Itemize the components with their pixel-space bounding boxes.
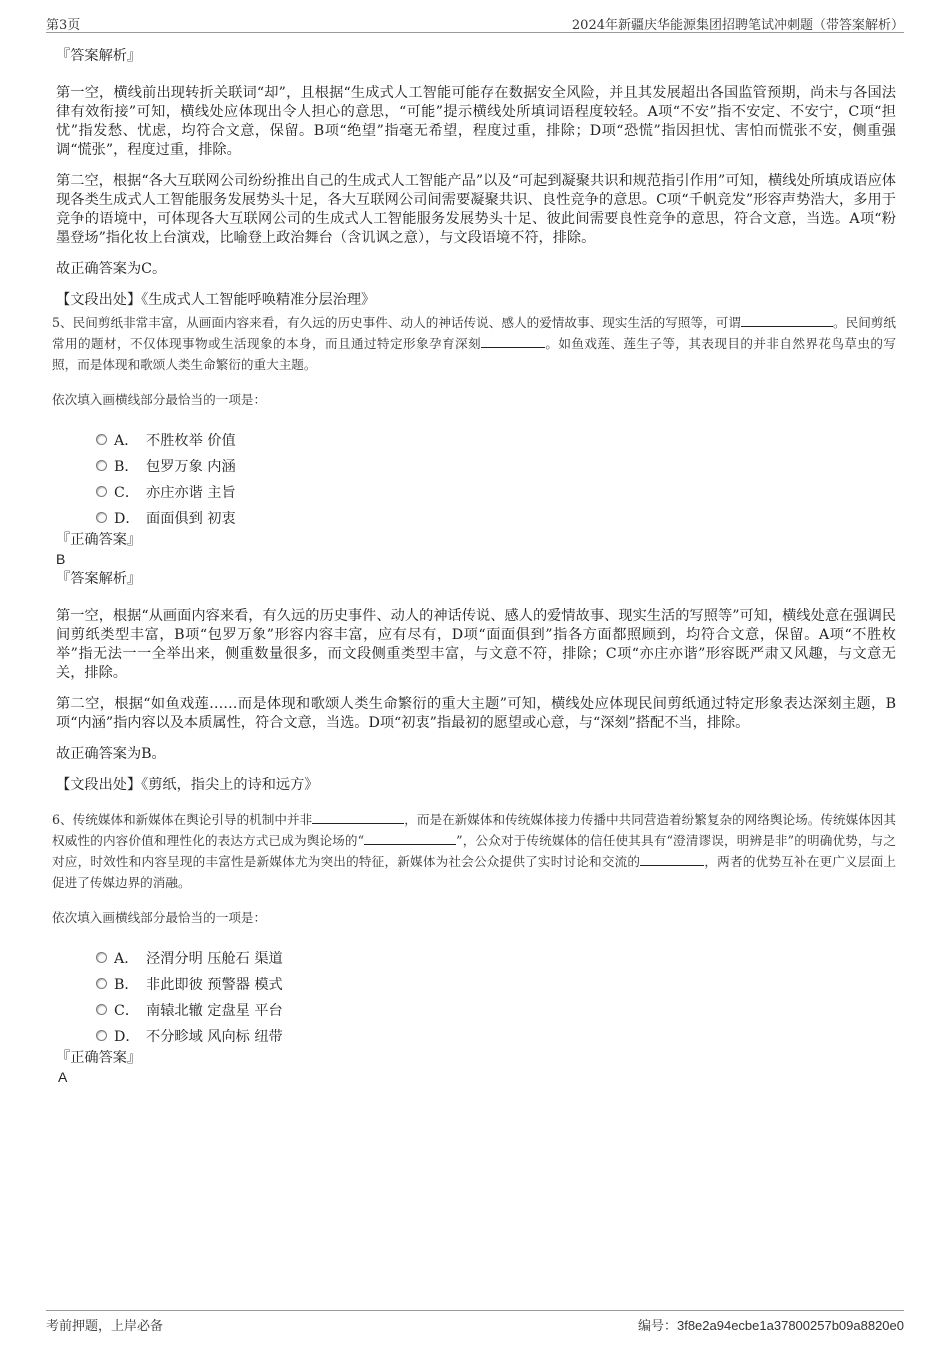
document-code — [638, 1315, 904, 1334]
option-text: 亦庄亦谐 主旨 — [146, 485, 236, 501]
option-d[interactable] — [56, 1024, 896, 1050]
code-value: 3f8e2a94ecbe1a37800257b09a8820e0 — [676, 1318, 904, 1333]
stem-text: 5、民间剪纸非常丰富，从画面内容来看，有久远的历史事件、动人的神话传说、感人的爱情故事、现实生活的写照等，可谓 — [52, 315, 741, 330]
option-letter: D． — [114, 1029, 140, 1045]
option-b[interactable] — [56, 454, 896, 480]
blank-1 — [741, 314, 833, 327]
option-c[interactable] — [56, 998, 896, 1024]
blank-1 — [312, 811, 404, 824]
option-letter: A． — [114, 433, 139, 449]
option-letter: C． — [114, 485, 140, 501]
radio-icon[interactable] — [96, 1030, 107, 1041]
blank-2 — [364, 832, 456, 845]
analysis-paragraph: 第一空，根据“从画面内容来看，有久远的历史事件、动人的神话传说、感人的爱情故事、现实生活的写照等”可知，横线处意在强调民间剪纸类型丰富，B项“包罗万象”形容内容丰富，应有尽有，D项“面面俱到”指各方面都照顾到，均符合文意，保留。A项“不胜枚举”指无法一一全举出来，侧重数量很多，而文段侧重类型丰富，与文意不符，排除；C项“亦庄亦谐”形容既严肃又风趣，与文意无关，排除。 — [56, 608, 896, 681]
analysis-paragraph: 第二空，根据“各大互联网公司纷纷推出自己的生成式人工智能产品”以及“可起到凝聚共识和规范指引作用”可知，横线处所填成语应体现各类生成式人工智能服务发展势头十足，各大互联网公司间需要凝聚共识、良性竞争的意思。C项“千帆竞发”形容声势浩大，多用于竞争的语境中，可体现各大互联网公司的生成式人工智能服务发展势头十足、彼此间需要良性竞争的意思，符合文意，当选。A项“粉墨登场”指化妆上台演戏，比喻登上政治舞台（含讥讽之意），与文段语境不符，排除。 — [56, 173, 896, 246]
correct-answer-label: 『正确答案』 — [56, 532, 142, 548]
option-letter: B． — [114, 459, 139, 475]
conclusion: 故正确答案为C。 — [56, 261, 167, 277]
option-text: 非此即彼 预警器 模式 — [146, 977, 283, 993]
question-6-options — [56, 946, 896, 1050]
option-c[interactable] — [56, 480, 896, 506]
question-prompt: 依次填入画横线部分最恰当的一项是： — [52, 910, 267, 925]
code-label: 编号： — [637, 1319, 677, 1334]
radio-icon[interactable] — [96, 952, 107, 963]
radio-icon[interactable] — [96, 1004, 107, 1015]
stem-text: 6、传统媒体和新媒体在舆论引导的机制中并非 — [52, 812, 313, 827]
option-text: 南辕北辙 定盘星 平台 — [146, 1003, 283, 1019]
stem-text: 。民间剪纸常用的题材，不仅体现事物或生活现象的本身，而且通过特定形象孕育深刻 — [52, 315, 897, 351]
option-text: 泾渭分明 压舱石 渠道 — [146, 951, 283, 967]
radio-icon[interactable] — [96, 486, 107, 497]
radio-icon[interactable] — [96, 460, 107, 471]
option-b[interactable] — [56, 972, 896, 998]
option-text: 不分畛域 风向标 纽带 — [146, 1029, 283, 1045]
analysis-label: 『答案解析』 — [56, 48, 142, 64]
stem-text: ”，公众对于传统媒体的信任使其具有“澄清谬误，明辨是非”的明确优势，与之对应，时效性和内容呈现的丰富性是新媒体尤为突出的特征，新媒体为社会公众提供了实时讨论和交流的 — [52, 833, 896, 869]
question-6-stem — [52, 809, 896, 893]
correct-answer: A — [58, 1069, 68, 1085]
option-letter: B． — [114, 977, 139, 993]
radio-icon[interactable] — [96, 434, 107, 445]
document-body — [52, 44, 897, 1086]
page-footer — [46, 1310, 904, 1335]
document-title: 2024年新疆庆华能源集团招聘笔试冲刺题（带答案解析） — [571, 18, 904, 33]
option-letter: C． — [114, 1003, 140, 1019]
question-5-options — [56, 428, 896, 532]
correct-answer: B — [56, 551, 66, 567]
page-number: 第3页 — [46, 18, 81, 33]
blank-3 — [640, 853, 704, 866]
source-citation: 【文段出处】《生成式人工智能呼唤精准分层治理》 — [56, 292, 376, 308]
option-letter: A． — [114, 951, 139, 967]
option-text: 包罗万象 内涵 — [146, 459, 236, 475]
conclusion: 故正确答案为B。 — [56, 746, 166, 762]
stem-text: ，两者的优势互补在更广义层面上促进了传媒边界的消融。 — [52, 854, 897, 890]
footer-slogan: 考前押题，上岸必备 — [46, 1319, 164, 1334]
option-a[interactable] — [56, 946, 896, 972]
blank-2 — [481, 335, 545, 348]
radio-icon[interactable] — [96, 978, 107, 989]
option-text: 不胜枚举 价值 — [146, 433, 236, 449]
source-citation: 【文段出处】《剪纸，指尖上的诗和远方》 — [56, 777, 319, 793]
analysis-paragraph: 第一空，横线前出现转折关联词“却”，且根据“生成式人工智能可能存在数据安全风险，并且其发展超出各国监管预期，尚未与各国法律有效衔接”可知，横线处应体现出令人担心的意思，“可能”提示横线处所填词语程度较轻。A项“不安”指不安定、不安宁，C项“担忧”指发愁、忧虑，均符合文意，保留。B项“绝望”指毫无希望，程度过重，排除；D项“恐慌”指因担忧、害怕而慌张不安，侧重强调“慌张”，程度过重，排除。 — [56, 85, 896, 158]
stem-text: ，而是在新媒体和传统媒体接力传播中共同营造着纷繁复杂的网络舆论场。传统媒体因其权威性的内容价值和理性化的表达方式已成为舆论场的“ — [52, 812, 897, 848]
stem-text: 。如鱼戏莲、莲生子等，其表现目的并非自然界花鸟草虫的写照，而是体现和歌颂人类生命繁衍的重大主题。 — [52, 336, 896, 372]
option-letter: D． — [114, 511, 140, 527]
analysis-label: 『答案解析』 — [56, 571, 142, 587]
question-prompt: 依次填入画横线部分最恰当的一项是： — [52, 392, 267, 407]
radio-icon[interactable] — [96, 512, 107, 523]
correct-answer-label: 『正确答案』 — [56, 1050, 142, 1066]
option-text: 面面俱到 初衷 — [146, 511, 236, 527]
analysis-paragraph: 第二空，根据“如鱼戏莲……而是体现和歌颂人类生命繁衍的重大主题”可知，横线处应体现民间剪纸通过特定形象表达深刻主题，B项“内涵”指内容以及本质属性，符合文意，当选。D项“初衷”指最初的愿望或心意，与“深刻”搭配不当，排除。 — [56, 696, 896, 731]
option-a[interactable] — [56, 428, 896, 454]
question-5-stem — [52, 312, 896, 375]
page-header — [46, 10, 904, 33]
option-d[interactable] — [56, 506, 896, 532]
